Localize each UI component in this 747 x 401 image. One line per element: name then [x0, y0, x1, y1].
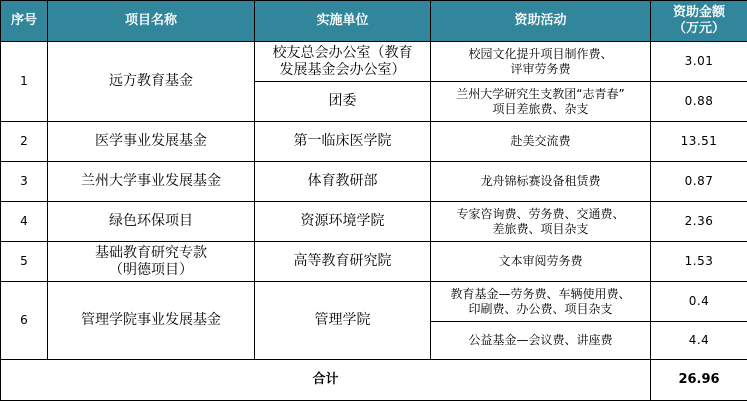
row-activity-line: 专家咨询费、劳务费、交通费、 [456, 207, 625, 222]
header-activity: 资助活动 [431, 1, 651, 42]
row-unit [255, 82, 431, 122]
table-row [1, 122, 747, 162]
row-seq: 1 [1, 42, 48, 122]
header-unit: 实施单位 [255, 1, 431, 42]
row-seq: 5 [1, 242, 48, 282]
row-activity-line: 项目差旅费、杂支 [492, 101, 589, 116]
row-amount: 3.01 [651, 42, 747, 82]
row-project: 远方教育基金 [48, 42, 255, 122]
row-activity: 文本审阅劳务费 [431, 242, 651, 282]
row-project: 绿色环保项目 [48, 202, 255, 242]
row-amount: 13.51 [651, 122, 747, 162]
header-amount-line2: （万元） [672, 21, 725, 36]
total-value: 26.96 [651, 360, 747, 401]
row-project: 医学事业发展基金 [48, 122, 255, 162]
row-amount: 0.87 [651, 162, 747, 202]
row-activity [431, 202, 651, 242]
row-unit: 体育教研部 [255, 162, 431, 202]
row-unit-line: 团委 [328, 93, 357, 110]
table-row [1, 42, 747, 82]
header-amount [651, 1, 747, 42]
row-activity [431, 82, 651, 122]
row-activity [431, 42, 651, 82]
row-activity [431, 282, 651, 322]
row-activity-line: 兰州大学研究生支教团“志青春” [456, 87, 625, 102]
total-label: 合计 [1, 360, 651, 401]
row-activity: 公益基金—会议费、讲座费 [431, 322, 651, 360]
row-project: 管理学院事业发展基金 [48, 282, 255, 360]
row-seq: 4 [1, 202, 48, 242]
row-activity-line: 评审劳务费 [510, 61, 571, 76]
row-unit-line: 发展基金会办公室） [279, 61, 406, 78]
row-seq: 6 [1, 282, 48, 360]
row-amount: 0.88 [651, 82, 747, 122]
table-row [1, 282, 747, 322]
row-activity: 赴美交流费 [431, 122, 651, 162]
row-unit: 高等教育研究院 [255, 242, 431, 282]
total-row [1, 360, 747, 401]
row-amount: 0.4 [651, 282, 747, 322]
header-row [1, 1, 747, 42]
row-activity-line: 教育基金—劳务费、车辆使用费、 [450, 287, 631, 302]
table-row [1, 162, 747, 202]
row-seq: 3 [1, 162, 48, 202]
header-project: 项目名称 [48, 1, 255, 42]
row-activity-line: 差旅费、项目杂支 [492, 221, 589, 236]
row-activity-line: 印刷费、办公费、项目杂支 [468, 301, 613, 316]
row-amount: 2.36 [651, 202, 747, 242]
row-activity: 龙舟锦标赛设备租赁费 [431, 162, 651, 202]
row-unit [255, 42, 431, 82]
row-activity-line: 校园文化提升项目制作费、 [468, 47, 613, 62]
header-seq: 序号 [1, 1, 48, 42]
table-row [1, 242, 747, 282]
row-amount: 4.4 [651, 322, 747, 360]
row-unit: 第一临床医学院 [255, 122, 431, 162]
row-project: 基础教育研究专款 （明德项目） [48, 242, 255, 282]
header-amount-line1: 资助金额 [672, 5, 725, 21]
row-project: 兰州大学事业发展基金 [48, 162, 255, 202]
row-unit-line: 校友总会办公室（教育 [272, 44, 413, 61]
row-unit: 管理学院 [255, 282, 431, 360]
table-row [1, 202, 747, 242]
row-unit: 资源环境学院 [255, 202, 431, 242]
row-seq: 2 [1, 122, 48, 162]
row-amount: 1.53 [651, 242, 747, 282]
